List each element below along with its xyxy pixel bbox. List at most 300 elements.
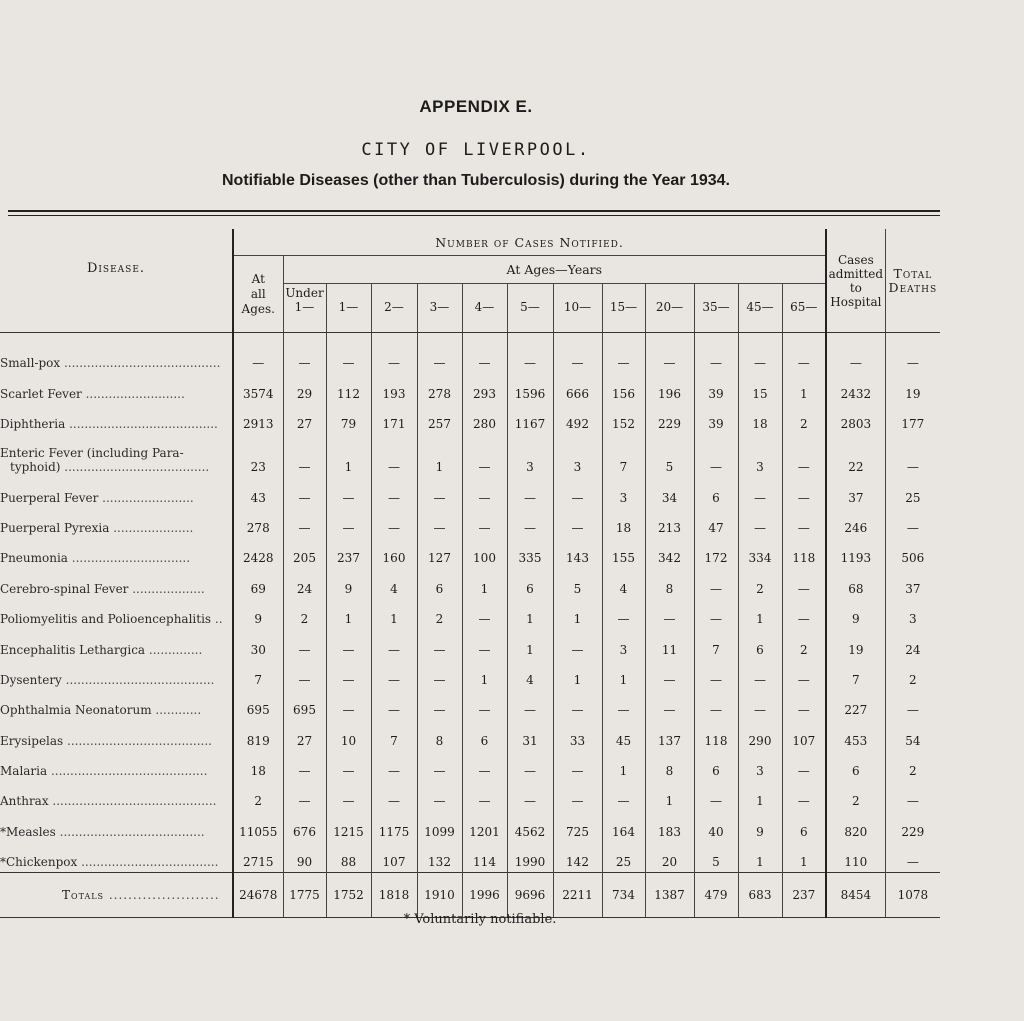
value-cell: — bbox=[782, 781, 826, 811]
value-cell: — bbox=[371, 781, 417, 811]
age-header: 35— bbox=[694, 284, 738, 333]
value-cell: — bbox=[885, 842, 940, 873]
value-cell: 290 bbox=[738, 720, 782, 750]
value-cell: 9 bbox=[738, 811, 782, 841]
table-row bbox=[0, 811, 940, 841]
value-cell: — bbox=[283, 660, 326, 690]
value-cell: — bbox=[507, 508, 553, 538]
value-cell: 3574 bbox=[233, 373, 283, 403]
value-cell: — bbox=[885, 690, 940, 720]
value-cell: 7 bbox=[694, 629, 738, 659]
age-header: 45— bbox=[738, 284, 782, 333]
value-cell: — bbox=[462, 508, 507, 538]
value-cell: — bbox=[782, 508, 826, 538]
number-notified-header: Number of Cases Notified. bbox=[233, 229, 826, 256]
table-row bbox=[0, 690, 940, 720]
value-cell: 213 bbox=[645, 508, 694, 538]
leader-dots: ....................................... bbox=[65, 417, 218, 432]
value-cell: 172 bbox=[694, 538, 738, 568]
table-row bbox=[0, 508, 940, 538]
table-row bbox=[0, 373, 940, 403]
value-cell: 6 bbox=[462, 720, 507, 750]
value-cell: — bbox=[326, 690, 371, 720]
total-value-cell: 9696 bbox=[507, 873, 553, 918]
value-cell: 183 bbox=[645, 811, 694, 841]
value-cell: 68 bbox=[826, 568, 885, 598]
value-cell: 160 bbox=[371, 538, 417, 568]
age-header: 15— bbox=[602, 284, 645, 333]
disease-name: *Chickenpox bbox=[0, 855, 78, 870]
disease-name: Dysentery bbox=[0, 672, 62, 687]
value-cell: — bbox=[645, 333, 694, 374]
disease-name-cell bbox=[0, 720, 233, 750]
age-header: 3— bbox=[417, 284, 462, 333]
value-cell: 335 bbox=[507, 538, 553, 568]
disease-column-header: Disease. bbox=[0, 229, 233, 333]
value-cell: — bbox=[645, 599, 694, 629]
value-cell: — bbox=[602, 690, 645, 720]
value-cell: 177 bbox=[885, 404, 940, 434]
value-cell: — bbox=[507, 333, 553, 374]
value-cell: 246 bbox=[826, 508, 885, 538]
value-cell: 506 bbox=[885, 538, 940, 568]
value-cell: — bbox=[738, 660, 782, 690]
age-header: 5— bbox=[507, 284, 553, 333]
value-cell: — bbox=[885, 333, 940, 374]
value-cell: 1 bbox=[553, 660, 602, 690]
value-cell: 7 bbox=[371, 720, 417, 750]
disease-name-cell bbox=[0, 477, 233, 507]
age-header: 65— bbox=[782, 284, 826, 333]
value-cell: — bbox=[326, 333, 371, 374]
value-cell: 4 bbox=[602, 568, 645, 598]
total-value-cell: 2211 bbox=[553, 873, 602, 918]
table-row bbox=[0, 568, 940, 598]
value-cell: 676 bbox=[283, 811, 326, 841]
leader-dots: ......................................... bbox=[47, 764, 208, 779]
leader-dots: ...................................... bbox=[55, 824, 205, 839]
value-cell: 40 bbox=[694, 811, 738, 841]
age-header: 1— bbox=[326, 284, 371, 333]
footnote: * Voluntarily notifiable. bbox=[403, 912, 557, 927]
disease-name: Ophthalmia Neonatorum bbox=[0, 703, 152, 718]
leader-dots: ........................................... bbox=[48, 794, 217, 809]
value-cell: 278 bbox=[417, 373, 462, 403]
value-cell: — bbox=[782, 690, 826, 720]
value-cell: 1215 bbox=[326, 811, 371, 841]
value-cell: 293 bbox=[462, 373, 507, 403]
value-cell: 193 bbox=[371, 373, 417, 403]
value-cell: 88 bbox=[326, 842, 371, 873]
value-cell: 100 bbox=[462, 538, 507, 568]
value-cell: 1175 bbox=[371, 811, 417, 841]
disease-name-cell bbox=[0, 404, 233, 434]
table-row bbox=[0, 477, 940, 507]
value-cell: — bbox=[694, 434, 738, 477]
value-cell: 3 bbox=[738, 434, 782, 477]
age-header: 20— bbox=[645, 284, 694, 333]
value-cell: 27 bbox=[283, 404, 326, 434]
disease-name: Encephalitis Lethargica bbox=[0, 642, 146, 657]
value-cell: 3 bbox=[553, 434, 602, 477]
total-value-cell: 479 bbox=[694, 873, 738, 918]
value-cell: 10 bbox=[326, 720, 371, 750]
value-cell: 229 bbox=[885, 811, 940, 841]
leader-dots: ..................... bbox=[109, 520, 194, 535]
all-ages-line-3: Ages. bbox=[241, 301, 275, 316]
leader-dots: ....................... bbox=[104, 888, 220, 903]
total-value-cell: 1910 bbox=[417, 873, 462, 918]
value-cell: 2 bbox=[233, 781, 283, 811]
disease-name-cell bbox=[0, 434, 233, 477]
age-header: 2— bbox=[371, 284, 417, 333]
value-cell: 30 bbox=[233, 629, 283, 659]
table-row bbox=[0, 599, 940, 629]
value-cell: — bbox=[738, 477, 782, 507]
value-cell: 1099 bbox=[417, 811, 462, 841]
value-cell: — bbox=[417, 477, 462, 507]
disease-name: Small-pox bbox=[0, 356, 61, 371]
ages-years-header: At Ages—Years bbox=[283, 256, 826, 284]
table-row bbox=[0, 751, 940, 781]
value-cell: 1 bbox=[326, 599, 371, 629]
disease-name-cell bbox=[0, 660, 233, 690]
value-cell: — bbox=[462, 690, 507, 720]
disease-name: *Measles bbox=[0, 824, 56, 839]
disease-name: Puerperal Fever bbox=[0, 490, 99, 505]
value-cell: 29 bbox=[283, 373, 326, 403]
value-cell: 1201 bbox=[462, 811, 507, 841]
value-cell: — bbox=[738, 333, 782, 374]
admitted-header-line-1: Cases bbox=[837, 252, 874, 267]
disease-name-cell bbox=[0, 751, 233, 781]
value-cell: 18 bbox=[738, 404, 782, 434]
value-cell: 1 bbox=[602, 751, 645, 781]
table-row bbox=[0, 720, 940, 750]
value-cell: 152 bbox=[602, 404, 645, 434]
value-cell: 137 bbox=[645, 720, 694, 750]
value-cell: 18 bbox=[233, 751, 283, 781]
total-value-cell: 1752 bbox=[326, 873, 371, 918]
leader-dots: ...................................... bbox=[60, 460, 210, 475]
value-cell: 1 bbox=[371, 599, 417, 629]
value-cell: — bbox=[417, 781, 462, 811]
value-cell: 24 bbox=[885, 629, 940, 659]
disease-name-cell bbox=[0, 508, 233, 538]
deaths-header-line-1: Total bbox=[893, 265, 933, 281]
value-cell: 9 bbox=[326, 568, 371, 598]
disease-name: Scarlet Fever bbox=[0, 386, 82, 401]
value-cell: 79 bbox=[326, 404, 371, 434]
admitted-hospital-header bbox=[826, 229, 885, 333]
table-row bbox=[0, 629, 940, 659]
disease-name: Malaria bbox=[0, 764, 48, 779]
value-cell: — bbox=[283, 629, 326, 659]
value-cell: 1990 bbox=[507, 842, 553, 873]
value-cell: 1 bbox=[553, 599, 602, 629]
value-cell: — bbox=[553, 629, 602, 659]
value-cell: 3 bbox=[602, 477, 645, 507]
disease-name: Cerebro-spinal Fever bbox=[0, 581, 129, 596]
value-cell: — bbox=[507, 751, 553, 781]
value-cell: 1 bbox=[645, 781, 694, 811]
age-header: 10— bbox=[553, 284, 602, 333]
value-cell: 47 bbox=[694, 508, 738, 538]
value-cell: — bbox=[462, 781, 507, 811]
value-cell: 257 bbox=[417, 404, 462, 434]
value-cell: — bbox=[371, 434, 417, 477]
leader-dots: ...................................... bbox=[63, 733, 212, 748]
value-cell: 725 bbox=[553, 811, 602, 841]
value-cell: 2 bbox=[782, 629, 826, 659]
disease-name-cell bbox=[0, 373, 233, 403]
age-header: 4— bbox=[462, 284, 507, 333]
value-cell: 3 bbox=[738, 751, 782, 781]
value-cell: 31 bbox=[507, 720, 553, 750]
value-cell: 18 bbox=[602, 508, 645, 538]
notifiable-diseases-table bbox=[0, 229, 940, 918]
value-cell: 8 bbox=[645, 751, 694, 781]
deaths-header-line-2: Deaths bbox=[888, 279, 938, 295]
value-cell: — bbox=[283, 781, 326, 811]
value-cell: — bbox=[326, 660, 371, 690]
value-cell: 4 bbox=[507, 660, 553, 690]
disease-name: Enteric Fever (including Para- bbox=[0, 446, 184, 461]
value-cell: — bbox=[371, 477, 417, 507]
value-cell: — bbox=[553, 333, 602, 374]
value-cell: 2803 bbox=[826, 404, 885, 434]
value-cell: 2 bbox=[283, 599, 326, 629]
value-cell: — bbox=[326, 508, 371, 538]
value-cell: — bbox=[326, 477, 371, 507]
disease-name-cell bbox=[0, 842, 233, 873]
value-cell: 164 bbox=[602, 811, 645, 841]
value-cell: — bbox=[694, 781, 738, 811]
value-cell: — bbox=[371, 751, 417, 781]
value-cell: 37 bbox=[826, 477, 885, 507]
disease-name: Pneumonia bbox=[0, 551, 68, 566]
total-value-cell: 8454 bbox=[826, 873, 885, 918]
value-cell: — bbox=[826, 333, 885, 374]
value-cell: 237 bbox=[326, 538, 371, 568]
totals-row bbox=[0, 873, 940, 918]
value-cell: 118 bbox=[782, 538, 826, 568]
total-deaths-header bbox=[885, 229, 940, 333]
disease-name-cell bbox=[0, 568, 233, 598]
top-rule-thick bbox=[8, 210, 940, 212]
value-cell: 492 bbox=[553, 404, 602, 434]
total-value-cell: 24678 bbox=[233, 873, 283, 918]
value-cell: 229 bbox=[645, 404, 694, 434]
value-cell: — bbox=[462, 629, 507, 659]
value-cell: — bbox=[694, 568, 738, 598]
value-cell: 3 bbox=[602, 629, 645, 659]
value-cell: 6 bbox=[782, 811, 826, 841]
admitted-header-line-3: to bbox=[849, 280, 862, 295]
value-cell: 1 bbox=[507, 629, 553, 659]
value-cell: 156 bbox=[602, 373, 645, 403]
value-cell: — bbox=[738, 690, 782, 720]
totals-label: Totals bbox=[62, 888, 105, 903]
value-cell: — bbox=[462, 477, 507, 507]
leader-dots: ............................... bbox=[67, 551, 191, 566]
value-cell: 20 bbox=[645, 842, 694, 873]
value-cell: 33 bbox=[553, 720, 602, 750]
total-value-cell: 1996 bbox=[462, 873, 507, 918]
value-cell: 1 bbox=[602, 660, 645, 690]
leader-dots: ............ bbox=[151, 703, 202, 718]
value-cell: 1 bbox=[462, 660, 507, 690]
value-cell: — bbox=[283, 751, 326, 781]
value-cell: 11055 bbox=[233, 811, 283, 841]
total-value-cell: 734 bbox=[602, 873, 645, 918]
value-cell: — bbox=[371, 333, 417, 374]
value-cell: 1167 bbox=[507, 404, 553, 434]
value-cell: 334 bbox=[738, 538, 782, 568]
value-cell: 227 bbox=[826, 690, 885, 720]
value-cell: — bbox=[326, 629, 371, 659]
value-cell: 155 bbox=[602, 538, 645, 568]
value-cell: 196 bbox=[645, 373, 694, 403]
disease-name: Puerperal Pyrexia bbox=[0, 520, 110, 535]
disease-name-cell bbox=[0, 811, 233, 841]
value-cell: 3 bbox=[507, 434, 553, 477]
value-cell: 127 bbox=[417, 538, 462, 568]
all-ages-header bbox=[233, 256, 283, 333]
value-cell: — bbox=[694, 660, 738, 690]
value-cell: — bbox=[283, 434, 326, 477]
value-cell: — bbox=[507, 477, 553, 507]
value-cell: — bbox=[645, 660, 694, 690]
value-cell: 2 bbox=[885, 660, 940, 690]
value-cell: 39 bbox=[694, 404, 738, 434]
value-cell: 118 bbox=[694, 720, 738, 750]
top-rule-thin bbox=[8, 215, 940, 216]
value-cell: — bbox=[462, 333, 507, 374]
value-cell: 112 bbox=[326, 373, 371, 403]
leader-dots: .. bbox=[211, 612, 223, 627]
value-cell: 2 bbox=[885, 751, 940, 781]
leader-dots: ....................................... bbox=[61, 672, 215, 687]
age-header-under-1 bbox=[283, 284, 326, 333]
value-cell: — bbox=[782, 477, 826, 507]
value-cell: 6 bbox=[826, 751, 885, 781]
value-cell: 110 bbox=[826, 842, 885, 873]
value-cell: 8 bbox=[417, 720, 462, 750]
disease-name-cell bbox=[0, 629, 233, 659]
value-cell: — bbox=[283, 508, 326, 538]
value-cell: 820 bbox=[826, 811, 885, 841]
disease-name: Poliomyelitis and Polioencephalitis bbox=[0, 612, 212, 627]
value-cell: 7 bbox=[233, 660, 283, 690]
value-cell: 142 bbox=[553, 842, 602, 873]
value-cell: 1 bbox=[782, 842, 826, 873]
leader-dots: .............. bbox=[145, 642, 203, 657]
value-cell: — bbox=[507, 690, 553, 720]
value-cell: 39 bbox=[694, 373, 738, 403]
value-cell: — bbox=[885, 508, 940, 538]
value-cell: — bbox=[553, 751, 602, 781]
value-cell: 1 bbox=[417, 434, 462, 477]
value-cell: — bbox=[417, 660, 462, 690]
value-cell: 8 bbox=[645, 568, 694, 598]
value-cell: 37 bbox=[885, 568, 940, 598]
value-cell: 666 bbox=[553, 373, 602, 403]
value-cell: — bbox=[738, 508, 782, 538]
value-cell: 1 bbox=[738, 781, 782, 811]
value-cell: 1 bbox=[738, 599, 782, 629]
value-cell: — bbox=[602, 599, 645, 629]
value-cell: 6 bbox=[417, 568, 462, 598]
table-row bbox=[0, 781, 940, 811]
value-cell: 7 bbox=[826, 660, 885, 690]
value-cell: 6 bbox=[694, 751, 738, 781]
all-ages-line-2: all bbox=[250, 286, 266, 301]
disease-name-cell bbox=[0, 690, 233, 720]
value-cell: 2 bbox=[826, 781, 885, 811]
value-cell: 15 bbox=[738, 373, 782, 403]
value-cell: — bbox=[462, 751, 507, 781]
value-cell: — bbox=[782, 434, 826, 477]
value-cell: 2 bbox=[417, 599, 462, 629]
leader-dots: ......................................... bbox=[60, 356, 221, 371]
disease-name-continued: typhoid) bbox=[10, 460, 61, 475]
value-cell: — bbox=[417, 690, 462, 720]
value-cell: 132 bbox=[417, 842, 462, 873]
value-cell: 45 bbox=[602, 720, 645, 750]
value-cell: — bbox=[233, 333, 283, 374]
table-row bbox=[0, 333, 940, 374]
value-cell: 90 bbox=[283, 842, 326, 873]
total-value-cell: 1078 bbox=[885, 873, 940, 918]
value-cell: 280 bbox=[462, 404, 507, 434]
value-cell: 9 bbox=[826, 599, 885, 629]
value-cell: 342 bbox=[645, 538, 694, 568]
value-cell: — bbox=[417, 333, 462, 374]
total-value-cell: 1818 bbox=[371, 873, 417, 918]
value-cell: 34 bbox=[645, 477, 694, 507]
value-cell: — bbox=[602, 781, 645, 811]
value-cell: 278 bbox=[233, 508, 283, 538]
disease-name-cell bbox=[0, 599, 233, 629]
value-cell: 107 bbox=[371, 842, 417, 873]
value-cell: 1 bbox=[507, 599, 553, 629]
value-cell: 43 bbox=[233, 477, 283, 507]
value-cell: 11 bbox=[645, 629, 694, 659]
under-1-line-1: Under bbox=[285, 286, 324, 300]
value-cell: — bbox=[462, 434, 507, 477]
value-cell: 4 bbox=[371, 568, 417, 598]
disease-name: Diphtheria bbox=[0, 417, 66, 432]
total-value-cell: 1387 bbox=[645, 873, 694, 918]
value-cell: 205 bbox=[283, 538, 326, 568]
value-cell: 5 bbox=[694, 842, 738, 873]
value-cell: — bbox=[417, 751, 462, 781]
value-cell: 2715 bbox=[233, 842, 283, 873]
disease-name-cell bbox=[0, 333, 233, 374]
value-cell: — bbox=[326, 751, 371, 781]
disease-name-cell bbox=[0, 781, 233, 811]
value-cell: 453 bbox=[826, 720, 885, 750]
value-cell: 1596 bbox=[507, 373, 553, 403]
value-cell: 19 bbox=[826, 629, 885, 659]
value-cell: — bbox=[553, 781, 602, 811]
leader-dots: .................................... bbox=[77, 855, 219, 870]
value-cell: 7 bbox=[602, 434, 645, 477]
table-row bbox=[0, 660, 940, 690]
disease-name-cell bbox=[0, 538, 233, 568]
value-cell: 23 bbox=[233, 434, 283, 477]
